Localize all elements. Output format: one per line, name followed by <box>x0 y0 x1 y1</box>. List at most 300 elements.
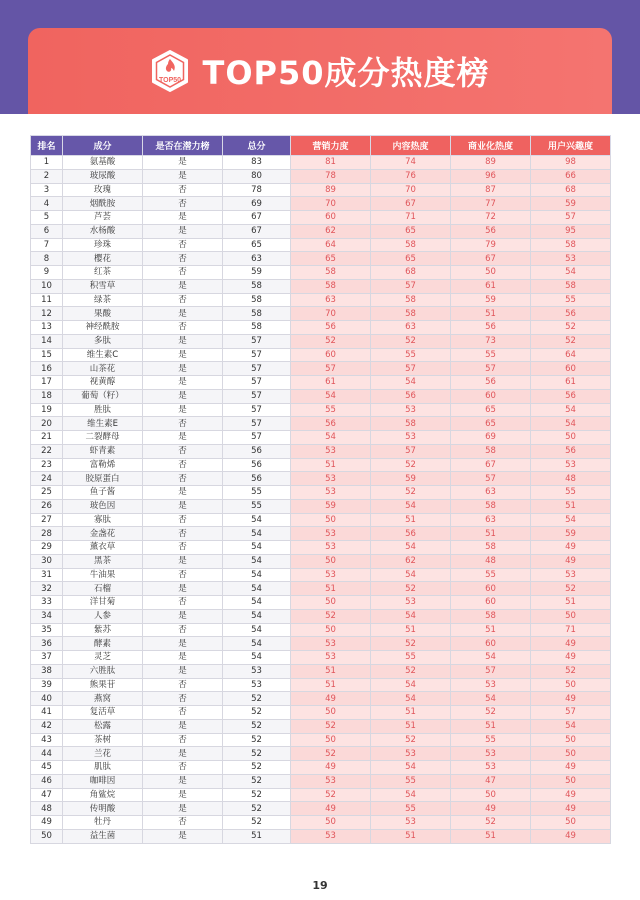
cell-commercial: 63 <box>451 486 531 500</box>
col-header-total[interactable]: 总分 <box>223 136 291 156</box>
cell-content: 54 <box>371 499 451 513</box>
cell-marketing: 50 <box>291 733 371 747</box>
cell-commercial: 53 <box>451 678 531 692</box>
cell-marketing: 55 <box>291 403 371 417</box>
cell-content: 58 <box>371 307 451 321</box>
cell-ingredient: 鱼子酱 <box>63 486 143 500</box>
cell-total: 57 <box>223 417 291 431</box>
cell-commercial: 67 <box>451 252 531 266</box>
cell-user-interest: 49 <box>531 651 611 665</box>
cell-rank: 10 <box>31 279 63 293</box>
cell-content: 52 <box>371 664 451 678</box>
cell-content: 55 <box>371 802 451 816</box>
cell-ingredient: 神经酰胺 <box>63 321 143 335</box>
cell-total: 54 <box>223 554 291 568</box>
cell-marketing: 50 <box>291 513 371 527</box>
cell-total: 51 <box>223 829 291 843</box>
cell-user-interest: 48 <box>531 472 611 486</box>
flame-badge-icon <box>150 49 190 93</box>
cell-total: 54 <box>223 651 291 665</box>
cell-user-interest: 54 <box>531 513 611 527</box>
cell-marketing: 52 <box>291 788 371 802</box>
cell-user-interest: 50 <box>531 747 611 761</box>
cell-content: 62 <box>371 554 451 568</box>
cell-total: 63 <box>223 252 291 266</box>
cell-marketing: 60 <box>291 348 371 362</box>
cell-potential: 是 <box>143 389 223 403</box>
cell-content: 54 <box>371 788 451 802</box>
cell-total: 57 <box>223 389 291 403</box>
cell-rank: 50 <box>31 829 63 843</box>
cell-content: 52 <box>371 486 451 500</box>
cell-potential: 是 <box>143 582 223 596</box>
cell-marketing: 52 <box>291 747 371 761</box>
cell-ingredient: 燕窝 <box>63 692 143 706</box>
cell-total: 54 <box>223 541 291 555</box>
cell-content: 52 <box>371 458 451 472</box>
table-row <box>31 293 611 307</box>
cell-user-interest: 49 <box>531 829 611 843</box>
table-row <box>31 554 611 568</box>
cell-ingredient: 金盏花 <box>63 527 143 541</box>
cell-ingredient: 石榴 <box>63 582 143 596</box>
cell-rank: 42 <box>31 719 63 733</box>
cell-rank: 28 <box>31 527 63 541</box>
cell-potential: 否 <box>143 568 223 582</box>
table-row <box>31 266 611 280</box>
cell-user-interest: 51 <box>531 596 611 610</box>
cell-commercial: 53 <box>451 747 531 761</box>
table-row <box>31 389 611 403</box>
cell-total: 54 <box>223 596 291 610</box>
cell-marketing: 50 <box>291 706 371 720</box>
cell-content: 74 <box>371 156 451 170</box>
cell-marketing: 53 <box>291 637 371 651</box>
table-row <box>31 609 611 623</box>
cell-content: 57 <box>371 362 451 376</box>
table-row <box>31 733 611 747</box>
cell-commercial: 56 <box>451 376 531 390</box>
cell-user-interest: 52 <box>531 321 611 335</box>
cell-commercial: 65 <box>451 403 531 417</box>
cell-potential: 否 <box>143 252 223 266</box>
cell-ingredient: 氨基酸 <box>63 156 143 170</box>
cell-potential: 否 <box>143 733 223 747</box>
cell-ingredient: 茶树 <box>63 733 143 747</box>
cell-rank: 13 <box>31 321 63 335</box>
table-row <box>31 156 611 170</box>
cell-user-interest: 50 <box>531 609 611 623</box>
cell-rank: 43 <box>31 733 63 747</box>
cell-commercial: 57 <box>451 362 531 376</box>
cell-total: 52 <box>223 733 291 747</box>
table-row <box>31 486 611 500</box>
table-row <box>31 183 611 197</box>
cell-user-interest: 56 <box>531 389 611 403</box>
cell-content: 67 <box>371 197 451 211</box>
cell-rank: 19 <box>31 403 63 417</box>
cell-marketing: 50 <box>291 554 371 568</box>
cell-potential: 是 <box>143 664 223 678</box>
cell-user-interest: 53 <box>531 458 611 472</box>
cell-rank: 24 <box>31 472 63 486</box>
cell-content: 54 <box>371 678 451 692</box>
cell-ingredient: 六胜肽 <box>63 664 143 678</box>
cell-commercial: 72 <box>451 211 531 225</box>
cell-rank: 33 <box>31 596 63 610</box>
cell-user-interest: 52 <box>531 664 611 678</box>
cell-total: 52 <box>223 719 291 733</box>
cell-total: 53 <box>223 664 291 678</box>
cell-rank: 16 <box>31 362 63 376</box>
cell-rank: 15 <box>31 348 63 362</box>
cell-potential: 否 <box>143 321 223 335</box>
cell-potential: 是 <box>143 554 223 568</box>
cell-marketing: 81 <box>291 156 371 170</box>
cell-user-interest: 49 <box>531 637 611 651</box>
cell-rank: 12 <box>31 307 63 321</box>
cell-total: 65 <box>223 238 291 252</box>
cell-rank: 3 <box>31 183 63 197</box>
cell-rank: 14 <box>31 334 63 348</box>
cell-marketing: 54 <box>291 431 371 445</box>
col-header-ingredient[interactable]: 成分 <box>63 136 143 156</box>
cell-commercial: 47 <box>451 774 531 788</box>
table-row <box>31 678 611 692</box>
cell-potential: 是 <box>143 788 223 802</box>
cell-rank: 2 <box>31 169 63 183</box>
cell-ingredient: 灵芝 <box>63 651 143 665</box>
cell-ingredient: 二裂酵母 <box>63 431 143 445</box>
cell-total: 52 <box>223 706 291 720</box>
table-row <box>31 788 611 802</box>
cell-potential: 否 <box>143 541 223 555</box>
cell-user-interest: 98 <box>531 156 611 170</box>
cell-content: 57 <box>371 279 451 293</box>
table-row <box>31 706 611 720</box>
cell-ingredient: 益生菌 <box>63 829 143 843</box>
cell-potential: 是 <box>143 156 223 170</box>
cell-total: 67 <box>223 224 291 238</box>
cell-marketing: 51 <box>291 678 371 692</box>
cell-ingredient: 松露 <box>63 719 143 733</box>
cell-commercial: 58 <box>451 444 531 458</box>
cell-marketing: 51 <box>291 664 371 678</box>
cell-ingredient: 角鲨烷 <box>63 788 143 802</box>
table-row <box>31 279 611 293</box>
cell-commercial: 53 <box>451 761 531 775</box>
cell-rank: 27 <box>31 513 63 527</box>
table-row <box>31 664 611 678</box>
cell-commercial: 65 <box>451 417 531 431</box>
cell-user-interest: 49 <box>531 802 611 816</box>
cell-potential: 否 <box>143 692 223 706</box>
cell-user-interest: 55 <box>531 293 611 307</box>
title-banner <box>28 28 612 114</box>
table-row <box>31 802 611 816</box>
cell-commercial: 79 <box>451 238 531 252</box>
cell-content: 53 <box>371 816 451 830</box>
cell-potential: 否 <box>143 678 223 692</box>
col-header-potential[interactable]: 是否在潜力榜 <box>143 136 223 156</box>
cell-content: 54 <box>371 568 451 582</box>
cell-commercial: 52 <box>451 706 531 720</box>
cell-user-interest: 71 <box>531 623 611 637</box>
cell-ingredient: 山茶花 <box>63 362 143 376</box>
cell-user-interest: 52 <box>531 582 611 596</box>
col-header-marketing[interactable]: 营销力度 <box>291 136 371 156</box>
table-row <box>31 211 611 225</box>
cell-content: 58 <box>371 293 451 307</box>
cell-ingredient: 传明酸 <box>63 802 143 816</box>
cell-total: 52 <box>223 774 291 788</box>
col-header-commercial[interactable]: 商业化热度 <box>451 136 531 156</box>
cell-marketing: 51 <box>291 458 371 472</box>
cell-potential: 是 <box>143 637 223 651</box>
cell-content: 54 <box>371 609 451 623</box>
cell-ingredient: 寡肽 <box>63 513 143 527</box>
cell-rank: 31 <box>31 568 63 582</box>
cell-content: 76 <box>371 169 451 183</box>
cell-marketing: 65 <box>291 252 371 266</box>
cell-rank: 34 <box>31 609 63 623</box>
cell-content: 54 <box>371 376 451 390</box>
cell-marketing: 50 <box>291 623 371 637</box>
cell-marketing: 49 <box>291 802 371 816</box>
cell-user-interest: 64 <box>531 348 611 362</box>
cell-user-interest: 54 <box>531 403 611 417</box>
cell-potential: 是 <box>143 774 223 788</box>
cell-potential: 否 <box>143 417 223 431</box>
cell-rank: 30 <box>31 554 63 568</box>
cell-content: 56 <box>371 389 451 403</box>
cell-marketing: 61 <box>291 376 371 390</box>
cell-user-interest: 54 <box>531 719 611 733</box>
cell-ingredient: 维生素C <box>63 348 143 362</box>
cell-marketing: 56 <box>291 321 371 335</box>
cell-commercial: 49 <box>451 802 531 816</box>
cell-commercial: 61 <box>451 279 531 293</box>
cell-rank: 11 <box>31 293 63 307</box>
cell-total: 54 <box>223 637 291 651</box>
cell-rank: 48 <box>31 802 63 816</box>
table-row <box>31 169 611 183</box>
cell-content: 53 <box>371 431 451 445</box>
cell-ingredient: 果酸 <box>63 307 143 321</box>
cell-marketing: 64 <box>291 238 371 252</box>
cell-ingredient: 酵素 <box>63 637 143 651</box>
cell-potential: 否 <box>143 266 223 280</box>
col-header-content[interactable]: 内容热度 <box>371 136 451 156</box>
cell-commercial: 67 <box>451 458 531 472</box>
cell-potential: 否 <box>143 816 223 830</box>
cell-user-interest: 49 <box>531 554 611 568</box>
cell-total: 69 <box>223 197 291 211</box>
table-row <box>31 747 611 761</box>
cell-potential: 否 <box>143 238 223 252</box>
cell-user-interest: 95 <box>531 224 611 238</box>
cell-content: 54 <box>371 541 451 555</box>
cell-user-interest: 49 <box>531 761 611 775</box>
cell-content: 51 <box>371 829 451 843</box>
cell-marketing: 53 <box>291 444 371 458</box>
table-row <box>31 623 611 637</box>
cell-ingredient: 肌肽 <box>63 761 143 775</box>
table-row <box>31 348 611 362</box>
cell-ingredient: 烟酰胺 <box>63 197 143 211</box>
cell-ingredient: 水杨酸 <box>63 224 143 238</box>
cell-ingredient: 红茶 <box>63 266 143 280</box>
cell-commercial: 57 <box>451 472 531 486</box>
cell-user-interest: 50 <box>531 678 611 692</box>
table-row <box>31 197 611 211</box>
ranking-table-wrapper <box>30 135 610 844</box>
cell-user-interest: 50 <box>531 774 611 788</box>
cell-potential: 否 <box>143 513 223 527</box>
cell-ingredient: 玻色因 <box>63 499 143 513</box>
table-row <box>31 307 611 321</box>
cell-marketing: 52 <box>291 719 371 733</box>
cell-commercial: 55 <box>451 348 531 362</box>
cell-user-interest: 57 <box>531 706 611 720</box>
cell-potential: 是 <box>143 403 223 417</box>
cell-potential: 否 <box>143 183 223 197</box>
cell-marketing: 53 <box>291 651 371 665</box>
cell-total: 55 <box>223 499 291 513</box>
cell-commercial: 51 <box>451 307 531 321</box>
cell-potential: 是 <box>143 486 223 500</box>
cell-user-interest: 54 <box>531 266 611 280</box>
cell-ingredient: 人参 <box>63 609 143 623</box>
table-row <box>31 444 611 458</box>
cell-ingredient: 玫瑰 <box>63 183 143 197</box>
cell-commercial: 51 <box>451 527 531 541</box>
cell-ingredient: 维生素E <box>63 417 143 431</box>
table-row <box>31 774 611 788</box>
cell-total: 54 <box>223 568 291 582</box>
cell-content: 58 <box>371 417 451 431</box>
cell-potential: 是 <box>143 348 223 362</box>
table-row <box>31 376 611 390</box>
top50-logo <box>150 49 190 93</box>
cell-potential: 是 <box>143 376 223 390</box>
cell-content: 52 <box>371 334 451 348</box>
cell-content: 51 <box>371 623 451 637</box>
cell-total: 52 <box>223 761 291 775</box>
cell-potential: 是 <box>143 499 223 513</box>
table-row <box>31 458 611 472</box>
cell-marketing: 59 <box>291 499 371 513</box>
cell-user-interest: 53 <box>531 568 611 582</box>
cell-potential: 否 <box>143 197 223 211</box>
cell-marketing: 63 <box>291 293 371 307</box>
table-row <box>31 541 611 555</box>
cell-commercial: 57 <box>451 664 531 678</box>
table-row <box>31 499 611 513</box>
col-header-rank[interactable]: 排名 <box>31 136 63 156</box>
cell-rank: 39 <box>31 678 63 692</box>
table-row <box>31 417 611 431</box>
cell-content: 65 <box>371 224 451 238</box>
cell-total: 83 <box>223 156 291 170</box>
table-row <box>31 238 611 252</box>
cell-total: 57 <box>223 376 291 390</box>
table-row <box>31 829 611 843</box>
cell-total: 57 <box>223 431 291 445</box>
cell-marketing: 89 <box>291 183 371 197</box>
table-row <box>31 362 611 376</box>
cell-ingredient: 多肽 <box>63 334 143 348</box>
cell-user-interest: 49 <box>531 692 611 706</box>
cell-commercial: 51 <box>451 623 531 637</box>
cell-total: 58 <box>223 279 291 293</box>
cell-ingredient: 薰衣草 <box>63 541 143 555</box>
cell-potential: 是 <box>143 651 223 665</box>
cell-marketing: 53 <box>291 541 371 555</box>
cell-user-interest: 58 <box>531 238 611 252</box>
cell-ingredient: 黑茶 <box>63 554 143 568</box>
cell-rank: 9 <box>31 266 63 280</box>
cell-content: 51 <box>371 513 451 527</box>
table-row <box>31 582 611 596</box>
cell-rank: 4 <box>31 197 63 211</box>
cell-total: 58 <box>223 293 291 307</box>
cell-ingredient: 牡丹 <box>63 816 143 830</box>
cell-potential: 是 <box>143 169 223 183</box>
cell-commercial: 69 <box>451 431 531 445</box>
cell-ingredient: 兰花 <box>63 747 143 761</box>
cell-marketing: 58 <box>291 279 371 293</box>
cell-potential: 否 <box>143 458 223 472</box>
cell-user-interest: 50 <box>531 816 611 830</box>
cell-potential: 是 <box>143 211 223 225</box>
table-row <box>31 816 611 830</box>
cell-total: 57 <box>223 348 291 362</box>
table-row <box>31 568 611 582</box>
cell-ingredient: 咖啡因 <box>63 774 143 788</box>
ranking-table <box>30 135 611 844</box>
cell-content: 55 <box>371 774 451 788</box>
cell-commercial: 58 <box>451 541 531 555</box>
cell-rank: 6 <box>31 224 63 238</box>
col-header-user-interest[interactable]: 用户兴趣度 <box>531 136 611 156</box>
cell-content: 58 <box>371 238 451 252</box>
cell-rank: 29 <box>31 541 63 555</box>
cell-content: 71 <box>371 211 451 225</box>
cell-commercial: 55 <box>451 568 531 582</box>
cell-total: 59 <box>223 266 291 280</box>
cell-marketing: 51 <box>291 582 371 596</box>
cell-ingredient: 绿茶 <box>63 293 143 307</box>
cell-ingredient: 积雪草 <box>63 279 143 293</box>
cell-content: 51 <box>371 719 451 733</box>
cell-total: 57 <box>223 403 291 417</box>
cell-total: 67 <box>223 211 291 225</box>
cell-ingredient: 复活草 <box>63 706 143 720</box>
cell-marketing: 52 <box>291 609 371 623</box>
cell-marketing: 58 <box>291 266 371 280</box>
cell-content: 57 <box>371 444 451 458</box>
cell-content: 52 <box>371 733 451 747</box>
cell-potential: 是 <box>143 431 223 445</box>
cell-potential: 是 <box>143 362 223 376</box>
cell-content: 59 <box>371 472 451 486</box>
cell-total: 54 <box>223 527 291 541</box>
cell-ingredient: 熊果苷 <box>63 678 143 692</box>
cell-rank: 26 <box>31 499 63 513</box>
cell-content: 52 <box>371 582 451 596</box>
cell-user-interest: 57 <box>531 211 611 225</box>
